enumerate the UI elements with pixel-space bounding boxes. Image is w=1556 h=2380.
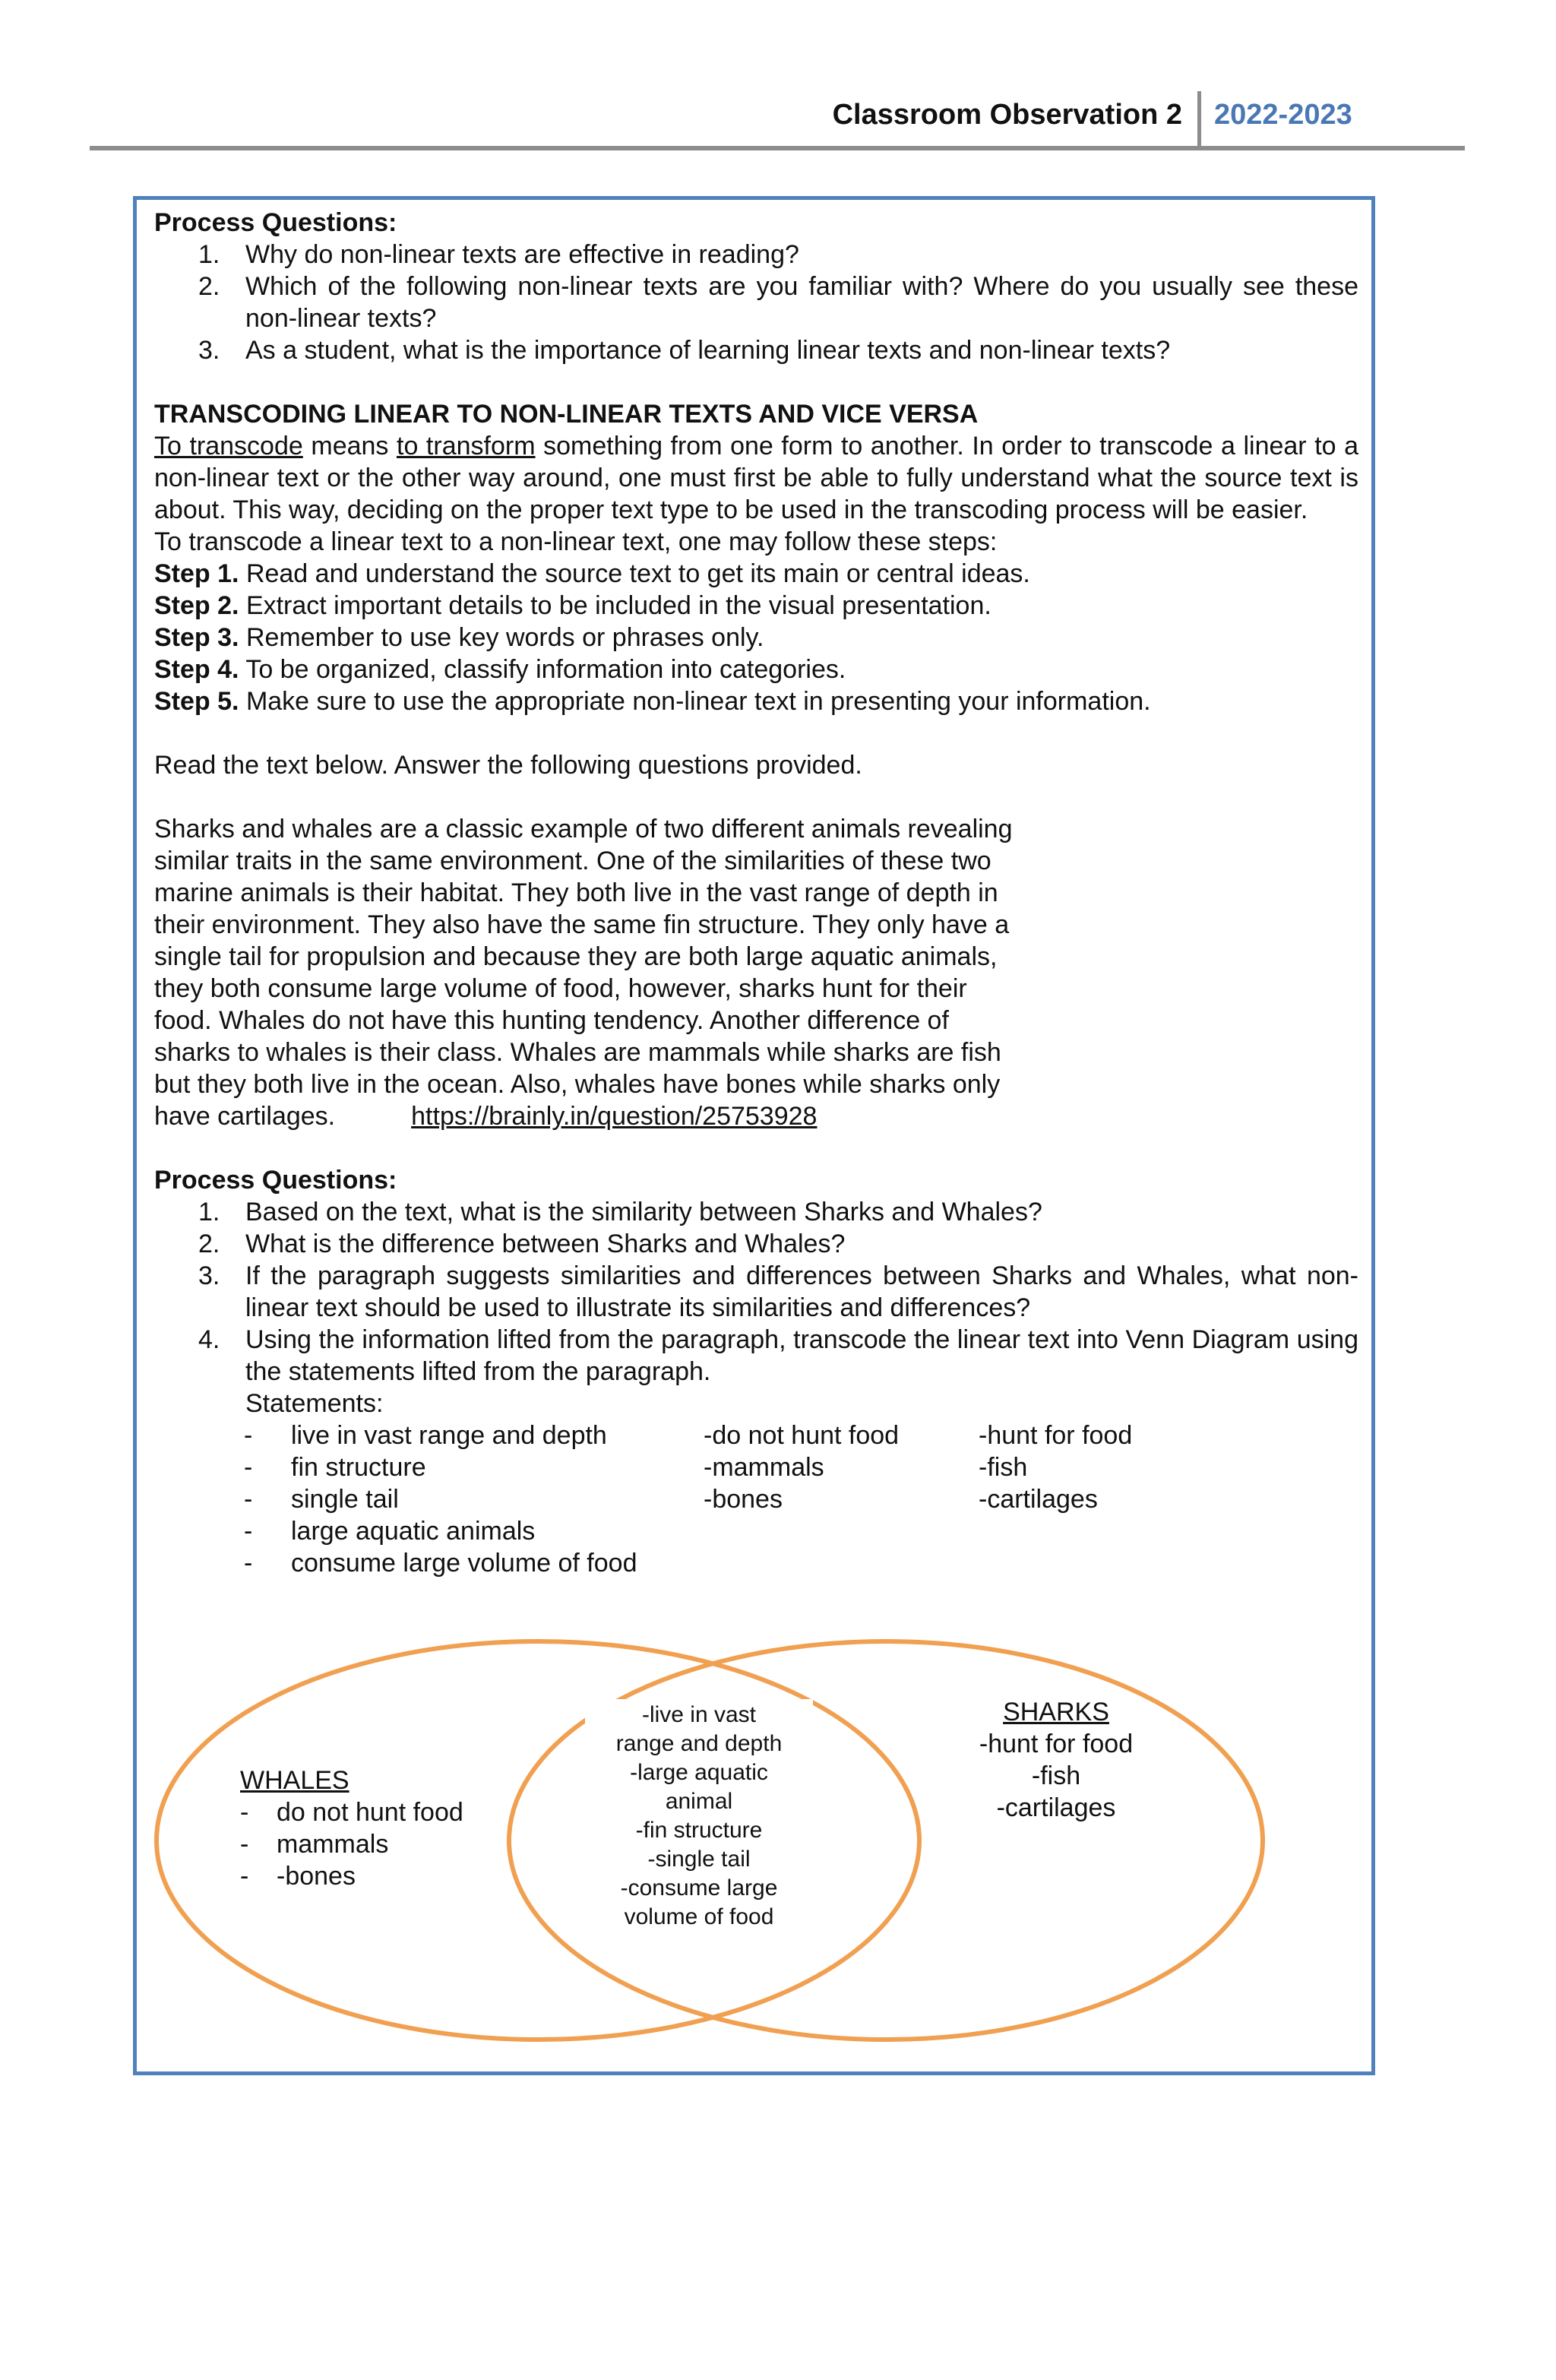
list-item: 2. Which of the following non-linear texts are you familiar with? Where do you usually see these non-linear texts? bbox=[198, 272, 1358, 333]
passage-line: marine animals is their habitat. They both live in the vast range of depth in bbox=[154, 878, 998, 907]
header-year: 2022-2023 bbox=[1214, 99, 1352, 131]
step-item: Step 1. Read and understand the source text to get its main or central ideas. bbox=[154, 559, 1030, 588]
venn-diagram bbox=[152, 1635, 1269, 2046]
step-item: Step 3. Remember to use key words or phrases only. bbox=[154, 623, 764, 652]
process-questions-heading: Process Questions: bbox=[154, 208, 397, 237]
shared-item: volume of food bbox=[624, 1904, 774, 1929]
statement-item: - single tail bbox=[244, 1485, 399, 1514]
step-item: Step 4. To be organized, classify information into categories. bbox=[154, 655, 846, 684]
process-questions-heading: Process Questions: bbox=[154, 1166, 397, 1195]
passage-line: but they both live in the ocean. Also, whales have bones while sharks only bbox=[154, 1070, 1001, 1099]
passage-line: similar traits in the same environment. One of the similarities of these two bbox=[154, 847, 991, 875]
statements-col-whales bbox=[704, 1419, 899, 1515]
list-item: 1. Based on the text, what is the similarity between Sharks and Whales? bbox=[198, 1198, 1042, 1226]
sharks-item: -cartilages bbox=[996, 1793, 1116, 1822]
shared-item: -live in vast bbox=[641, 1702, 757, 1727]
sharks-title: SHARKS bbox=[1003, 1698, 1109, 1726]
whales-title: WHALES bbox=[240, 1766, 349, 1795]
passage-line: they both consume large volume of food, however, sharks hunt for their bbox=[154, 974, 967, 1003]
shared-item: -single tail bbox=[647, 1847, 751, 1872]
page-header bbox=[90, 91, 1465, 150]
statements-col-sharks bbox=[979, 1419, 1132, 1515]
shared-set bbox=[585, 1699, 813, 1933]
transcoding-definition: To transcode means to transform something from one form to another. In order to transcode a linear to a non-linear text or the other way around, one must first be able to fully understand what the source text is about. This way, deciding on the proper text type to be used in the transcoding process will be easier. bbox=[154, 432, 1359, 524]
statement-item: -fish bbox=[979, 1453, 1028, 1482]
statement-item: -hunt for food bbox=[979, 1421, 1133, 1450]
sharks-set bbox=[942, 1696, 1170, 1824]
statement-item: -cartilages bbox=[979, 1485, 1098, 1514]
step-item: Step 2. Extract important details to be included in the visual presentation. bbox=[154, 591, 991, 620]
process-questions-list-1 bbox=[154, 239, 1358, 366]
whales-item: - do not hunt food bbox=[240, 1798, 463, 1827]
statements-col-shared bbox=[244, 1419, 637, 1579]
header-title: Classroom Observation 2 bbox=[832, 99, 1182, 131]
instruction-text: Read the text below. Answer the following questions provided. bbox=[154, 751, 862, 780]
shared-item: -fin structure bbox=[635, 1818, 763, 1843]
step-item: Step 5. Make sure to use the appropriate non-linear text in presenting your information. bbox=[154, 687, 1151, 716]
statement-item: - fin structure bbox=[244, 1453, 426, 1482]
statements-label: Statements: bbox=[245, 1389, 384, 1418]
list-item: 2. What is the difference between Sharks and Whales? bbox=[198, 1230, 846, 1258]
list-item: 3. As a student, what is the importance of learning linear texts and non-linear texts? bbox=[198, 336, 1171, 365]
list-item: 3. If the paragraph suggests similarities and differences between Sharks and Whales, what non-linear text should be used to illustrate its similarities and differences? bbox=[198, 1261, 1358, 1322]
sharks-item: -fish bbox=[1031, 1761, 1081, 1790]
sharks-item: -hunt for food bbox=[979, 1730, 1134, 1758]
statement-item: -mammals bbox=[704, 1453, 824, 1482]
whales-item: - mammals bbox=[240, 1830, 389, 1859]
passage-line: sharks to whales is their class. Whales are mammals while sharks are fish bbox=[154, 1038, 1001, 1067]
statement-item: - live in vast range and depth bbox=[244, 1421, 607, 1450]
statement-item: -bones bbox=[704, 1485, 783, 1514]
process-questions-list-2 bbox=[154, 1196, 1358, 1388]
passage-line: single tail for propulsion and because they are both large aquatic animals, bbox=[154, 942, 998, 971]
passage-line: their environment. They also have the same fin structure. They only have a bbox=[154, 910, 1010, 939]
passage-line: Sharks and whales are a classic example of two different animals revealing bbox=[154, 815, 1013, 843]
passage-line: have cartilages. https://brainly.in/question/25753928 bbox=[154, 1102, 818, 1131]
shared-item: -large aquatic bbox=[630, 1760, 768, 1785]
source-link[interactable]: https://brainly.in/question/25753928 bbox=[411, 1102, 818, 1131]
shared-item: range and depth bbox=[615, 1731, 783, 1756]
shared-item: animal bbox=[665, 1789, 733, 1814]
whales-set bbox=[240, 1764, 463, 1892]
statement-item: -do not hunt food bbox=[704, 1421, 900, 1450]
whales-item: - -bones bbox=[240, 1862, 356, 1891]
steps-intro: To transcode a linear text to a non-linear text, one may follow these steps: bbox=[154, 527, 998, 556]
list-item: 1. Why do non-linear texts are effective in reading? bbox=[198, 240, 799, 269]
worksheet-content bbox=[154, 207, 1358, 1579]
section-heading: TRANSCODING LINEAR TO NON-LINEAR TEXTS AND VICE VERSA bbox=[154, 400, 979, 429]
shared-item: -consume large bbox=[620, 1875, 778, 1901]
reading-passage bbox=[154, 813, 1104, 1132]
header-divider bbox=[1197, 91, 1201, 146]
passage-line: food. Whales do not have this hunting tendency. Another difference of bbox=[154, 1006, 949, 1035]
list-item: 4. Using the information lifted from the paragraph, transcode the linear text into Venn Diagram using the statements lifted from the paragraph. bbox=[198, 1325, 1358, 1386]
statement-item: - consume large volume of food bbox=[244, 1549, 637, 1578]
statement-item: - large aquatic animals bbox=[244, 1517, 536, 1546]
statements-grid bbox=[154, 1419, 1358, 1579]
